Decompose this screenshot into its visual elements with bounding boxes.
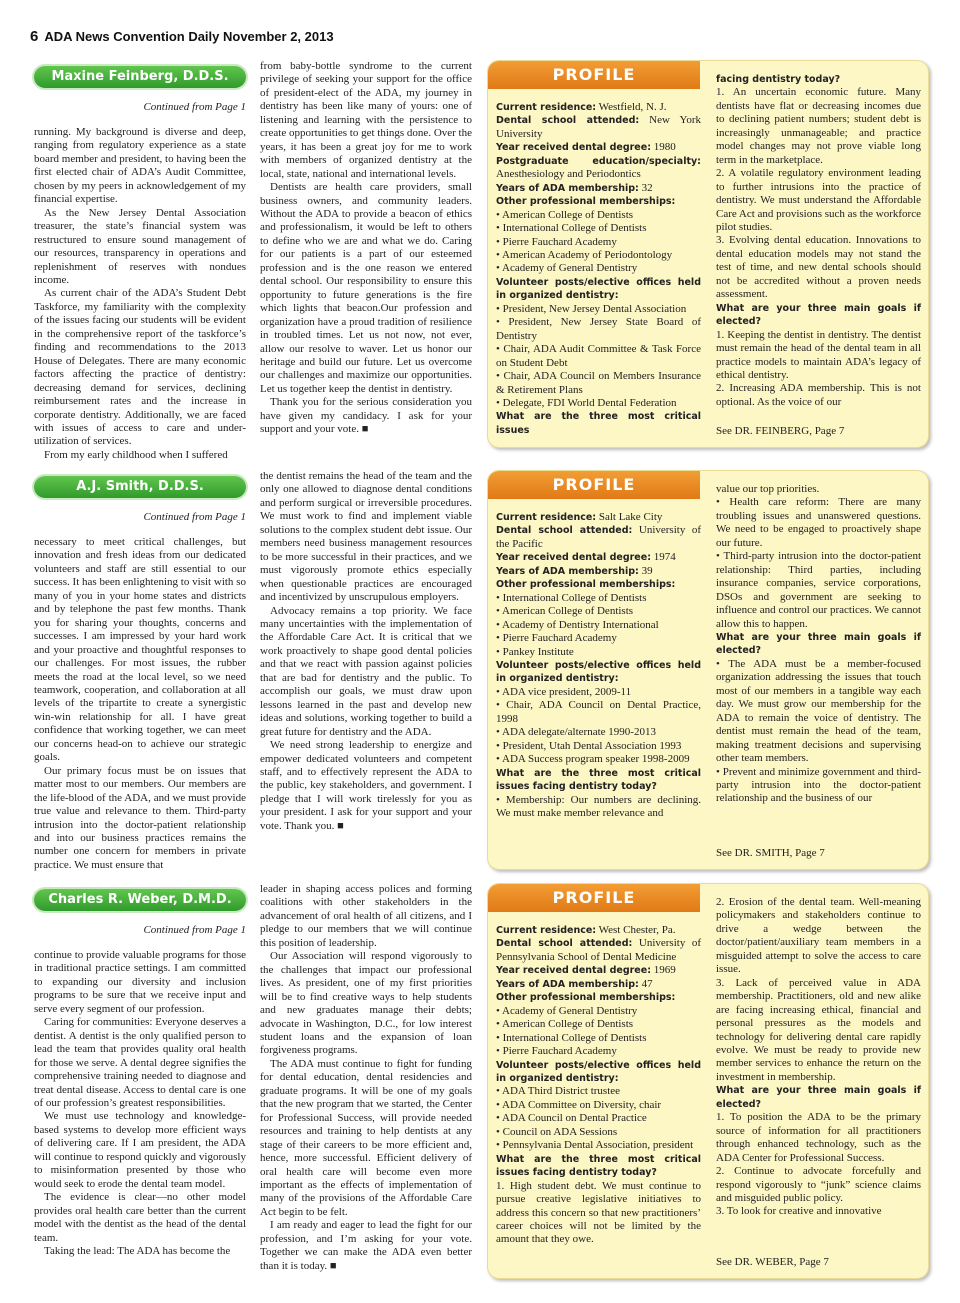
profile-value: 32 [638, 181, 653, 194]
profile-label: Other professional memberships: [496, 992, 676, 1004]
profile-line [496, 316, 701, 343]
profile-line [496, 1099, 701, 1112]
profile-value: • President, Utah Dental Association 1993 [496, 739, 682, 752]
profile-line [496, 646, 701, 659]
paragraph: Our Association will respond vigorously to the challenges that impact our professional lives. As president, one of my first priorities will be to find creative ways to help students and new graduates manage their debts; advocate in Washington, D.C., for low interest student loans and the expansion of loan forgiveness programs. [260, 950, 472, 1057]
paragraph: necessary to meet critical challenges, but innovation and fresh ideas from our dedicated volunteers and staff are still essential to our success. It has been enlightening to visit with so many of you in your home states and districts and by telephone the past few months. Thank you for sharing your thoughts, concerns and successes. I am impressed by your hard work and your proactive and thoughtful responses to our challenges. For most issues, the rubber meets the road at the local level, so we need teamwork, cooperation, and collaboration at all levels of the tripartite to create a synergistic win-win relationship for all. I have great confidence that working together, we can meet our concerns head-on to achieve our strategic goals. [34, 536, 246, 764]
profile-label: What are the three most critical issues facing dentistry today? [496, 767, 701, 793]
profile-value: • ADA vice president, 2009-11 [496, 685, 632, 698]
profile-value: • Chair, ADA Council on Members Insurance & Retirement Plans [496, 370, 701, 396]
profile-line [496, 551, 701, 564]
profile-line [716, 1205, 921, 1218]
paragraph: the dentist remains the head of the team and the only one allowed to diagnose dental conditions and perform surgical or irreversible procedures. We must work to find and implement viable solutions to the complex student debt issue. Our members need business management resources to be more successful in their practices, and we must vigorously promote ethics especially when questionable practices are encouraged and incentivized by unscrupulous employers. [260, 470, 472, 604]
see-also-reference: See DR. SMITH, Page 7 [716, 847, 825, 859]
profile-label: Current residence: [496, 925, 597, 936]
profile-value: • Prevent and minimize government and third-party intrusion into the doctor-patient relationship and the business of our [716, 765, 921, 805]
profile-line [496, 370, 701, 397]
continued-label: Continued from Page 1 [143, 101, 246, 113]
profile-line [496, 222, 701, 235]
profile-value: • Academy of Dentistry International [496, 618, 659, 631]
profile-line [716, 302, 921, 329]
profile-line [716, 382, 921, 409]
profile-label: Volunteer posts/elective offices held in organized dentistry: [496, 659, 701, 685]
profile-line [716, 1165, 921, 1205]
profile-line [496, 753, 701, 766]
profile-value: Salt Lake City [596, 511, 663, 523]
paragraph: Advocacy remains a top priority. We face many uncertainties with the implementation of the Affordable Care Act. It is critical that we work proactively to shape good dental policies and that we react with passion against policies that are bad for dentistry and the public. To accomplish our goals, we must draw upon lessons learned in the past and develop new ideas and solutions, working together to build a great future for dentistry and the ADA. [260, 604, 472, 738]
profile-value: • American College of Dentists [496, 208, 634, 221]
profile-value: • American Academy of Periodontology [496, 248, 673, 261]
profile-value: 1974 [651, 551, 676, 564]
profile-label: Volunteer posts/elective offices held in organized dentistry: [496, 276, 701, 302]
profile-value: 2. Continue to advocate forcefully and respond vigorously to “junk” science claims and misguided public policy. [716, 1165, 921, 1204]
profile-line [496, 1139, 701, 1152]
profile-line [496, 1059, 701, 1086]
profile-line [496, 964, 701, 977]
profile-line [716, 496, 921, 550]
profile-value: 1. High student debt. We must continue to pursue creative legislative initiatives to address this concern so that new practitioners’ career choices will not be limited by the amount that they owe. [496, 1179, 701, 1246]
paragraph: continue to provide valuable programs for those in traditional practice settings. I am committed to expanding our diversity and inclusion programs to be sure that we receive input and serve every segment of our profession. [34, 949, 246, 1015]
page-number: 6 [30, 28, 39, 45]
profile-line [716, 73, 921, 86]
page-header [30, 28, 334, 50]
profile-label: Volunteer posts/elective offices held in organized dentistry: [496, 1059, 701, 1084]
profile-value: • Membership: Our numbers are declining. We must make member relevance and [496, 793, 701, 819]
continued-label: Continued from Page 1 [143, 924, 246, 936]
profile-column-left [496, 924, 701, 1274]
profile-line [716, 766, 921, 806]
article-column-1 [34, 126, 246, 461]
profile-value: • President, New Jersey State Board of Dentistry [496, 316, 701, 342]
profile-line [716, 329, 921, 383]
profile-value: • President, New Jersey Dental Association [496, 302, 687, 315]
paragraph: Taking the lead: The ADA has become the [44, 1244, 231, 1257]
profile-value: • Pierre Fauchard Academy [496, 235, 617, 248]
profile-line [496, 565, 701, 578]
see-also-reference: See DR. FEINBERG, Page 7 [716, 425, 845, 437]
profile-column-right [716, 896, 921, 1252]
profile-label: Years of ADA membership: [496, 978, 639, 990]
profile-label: Other professional memberships: [496, 579, 676, 591]
profile-label: What are your three main goals if elected? [716, 1085, 921, 1110]
profile-line [496, 195, 701, 208]
profile-value: 1969 [651, 964, 676, 977]
publication-line: ADA News Convention Daily November 2, 2013 [44, 29, 334, 44]
profile-value: New York University [496, 114, 701, 140]
profile-line [496, 1126, 701, 1139]
profile-line [496, 101, 701, 114]
profile-value: • International College of Dentists [496, 222, 647, 235]
profile-line [496, 978, 701, 991]
profile-value: • Council on ADA Sessions [496, 1125, 618, 1138]
profile-value: • The ADA must be a member-focused organization addressing the issues that touch most of our members in a tangible way each day. We must grow our membership for the ADA to remain the voice of dentistry. The dentist must remain the head of the team, making treatment decisions and supervising other team members. [716, 657, 921, 765]
profile-value: Anesthesiology and Periodontics [496, 168, 641, 181]
profile-line [716, 167, 921, 234]
profile-line [716, 483, 921, 496]
profile-line [496, 1153, 701, 1180]
paragraph: Caring for communities: Everyone deserves a dentist. A dentist is the only qualified person to lead the team that provides quality oral health for those we serve. A dental degree signifies the comprehensive training needed to diagnose and treat dental disease. Access to dental care is one of our profession’s greatest responsibilities. [34, 1016, 246, 1109]
profile-line [496, 1005, 701, 1018]
profile-label: Year received dental degree: [496, 965, 651, 977]
profile-value: • Pierre Fauchard Academy [496, 632, 617, 645]
profile-value: • Chair, ADA Audit Committee & Task Force on Student Debt [496, 343, 701, 369]
profile-value: University of Pennsylvania School of Dental Medicine [496, 937, 701, 963]
profile-value: • ADA Committee on Diversity, chair [496, 1098, 662, 1111]
profile-value: • Academy of General Dentistry [496, 1004, 638, 1017]
profile-value: West Chester, Pa. [596, 924, 676, 936]
profile-value: 2. Increasing ADA membership. This is not optional. As the voice of our [716, 382, 921, 408]
profile-line [496, 740, 701, 753]
candidate-name-banner: Charles R. Weber, D.M.D. [34, 889, 246, 911]
profile-line [496, 276, 701, 303]
profile-line [496, 1045, 701, 1058]
see-also-reference: See DR. WEBER, Page 7 [716, 1256, 829, 1268]
profile-column-left [496, 511, 701, 865]
profile-label: Years of ADA membership: [496, 565, 639, 577]
profile-column-right [716, 483, 921, 843]
article-column-1 [34, 536, 246, 872]
paragraph: Dentists are health care providers, small business owners, and community leaders. Without the ADA to provide a beacon of ethics and professionalism, it would be left to others to define who we are and what we do. Caring for our patients is a part of our esteemed profession and is the one reason we entered dental school. Our responsibility to ensure this opportunity to future generations is the fire which lights that beacon.Our profession and organization have a proud tradition of resilience in troubled times. Let us not now, not ever, allow our resolve to waver. Let us honor our heritage and build our future. Let us overcome our challenges and maximize our opportunities. Let us together keep the dentist in dentistry. [260, 181, 472, 395]
profile-line [496, 578, 701, 591]
profile-line [496, 236, 701, 249]
profile-line [496, 1018, 701, 1031]
profile-value: 1. An uncertain economic future. Many dentists have flat or decreasing incomes due to declining patient numbers; student debt is increasingly unmanageable; and practice model changes may not prove viable long term in the marketplace. [716, 86, 921, 166]
profile-line [496, 1180, 701, 1247]
profile-line [496, 303, 701, 316]
paragraph: We need strong leadership to energize and empower dedicated volunteers and competent staff, and to effectively represent the ADA to the public, key stakeholders, and government. I pledge that I will work tirelessly for you as your president. I ask for your support and your vote. Thank you. ■ [260, 739, 472, 832]
paragraph: Thank you for the serious consideration you have given my candidacy. I ask for your support and your vote. ■ [260, 396, 472, 436]
profile-line [716, 631, 921, 658]
profile-line [496, 1085, 701, 1098]
article-column-2 [260, 883, 472, 1275]
profile-line [496, 991, 701, 1004]
profile-label: Dental school attended: [496, 525, 633, 537]
profile-label: What are the three most critical issues facing dentistry today? [496, 1153, 701, 1179]
profile-value: 3. Evolving dental education. Innovations to dental education models may not stand the test of time, and new dental schools should not be accredited without a proven needs assessment. [716, 234, 921, 301]
profile-value: • Pennsylvania Dental Association, president [496, 1139, 694, 1152]
profile-line [496, 937, 701, 964]
profile-line [716, 550, 921, 631]
paragraph: As current chair of the ADA’s Student Debt Taskforce, my familiarity with the complexity of the issues facing our students will be evident in the comprehensive report of the taskforce’s finding and recommendations to the 2013 House of Delegates. There are many economic factors affecting the practice of dentistry: decreasing demand for services, declining reimbursement rates and the increase in corporate dentistry. Additionally, we are faced with issues of access to care and under-utilization of services. [34, 287, 246, 448]
paragraph: running. My background is diverse and deep, ranging from regulatory experience as a state board member and president, to having been the first elected chair of ADA’s Audit Committee, chosen by my peers in acknowledgement of my financial expertise. [34, 126, 246, 206]
profile-value: • International College of Dentists [496, 591, 647, 604]
profile-line [496, 209, 701, 222]
profile-label: Dental school attended: [496, 115, 640, 127]
profile-value: University of the Pacific [496, 524, 701, 550]
profile-value: • ADA Council on Dental Practice [496, 1112, 647, 1125]
paragraph: We must use technology and knowledge-based systems to develop more efficient ways of delivering care. If I am president, the ADA will continue to respond quickly and vigorously to misinformation presented by those who would seek to erode the dental team model. [34, 1110, 246, 1190]
profile-value: 39 [638, 564, 653, 577]
candidate-section [0, 470, 960, 880]
profile-line [496, 726, 701, 739]
profile-line [716, 896, 921, 977]
profile-line [496, 924, 701, 937]
paragraph: Our primary focus must be on issues that matter most to our members. Our members are the life-blood of the ADA, and we must provide true value and relevance to them. Third-party intrusion into the doctor-patient relationship and into our business practices remains the number one concern for members in private practice. We must ensure that [34, 764, 246, 871]
profile-line [716, 658, 921, 766]
profile-line [716, 1111, 921, 1165]
article-column-2 [260, 60, 472, 450]
profile-line [496, 632, 701, 645]
profile-line [496, 794, 701, 821]
profile-value: • Third-party intrusion into the doctor-patient relationship: Third parties, including insurance companies, service corporations, DSOs and government are seeking to influence and control our practices. We cannot allow this to happen. [716, 550, 921, 630]
profile-column-right [716, 73, 921, 421]
profile-line [496, 1112, 701, 1125]
profile-value: 47 [638, 977, 653, 990]
profile-label: What are your three main goals if elected? [716, 302, 921, 328]
paragraph: leader in shaping access polices and forming coalitions with other stakeholders in the advancement of oral health of all citizens, and I pledge to our members that we will continue this position of leadership. [260, 883, 472, 949]
profile-value: • ADA Third District trustee [496, 1085, 621, 1098]
profile-value: 1980 [651, 141, 676, 154]
profile-heading: PROFILE [488, 884, 700, 912]
profile-line [496, 155, 701, 182]
profile-line [716, 234, 921, 301]
profile-line [496, 410, 701, 437]
candidate-name-banner: Maxine Feinberg, D.D.S. [34, 66, 246, 88]
profile-value: • American College of Dentists [496, 605, 634, 618]
profile-value: 1. Keeping the dentist in dentistry. The dentist must remain the head of the dental team in all practice models to maintain ADA’s legacy of ethical dentistry. [716, 328, 921, 381]
profile-box [487, 883, 929, 1279]
candidate-name-banner: A.J. Smith, D.D.S. [34, 476, 246, 498]
article-column-2 [260, 470, 472, 872]
profile-line [496, 605, 701, 618]
profile-value: • Chair, ADA Council on Dental Practice, 1998 [496, 699, 701, 725]
profile-line [496, 511, 701, 524]
profile-line [496, 524, 701, 551]
profile-value: • ADA delegate/alternate 1990-2013 [496, 726, 656, 739]
profile-line [496, 182, 701, 195]
profile-heading: PROFILE [488, 471, 700, 499]
profile-line [496, 619, 701, 632]
profile-line [496, 1032, 701, 1045]
profile-label: Postgraduate education/specialty: [496, 155, 701, 167]
paragraph: I am ready and eager to lead the fight for our profession, and I’m asking for your vote. Together we can make the ADA even better than it is today. ■ [260, 1219, 472, 1272]
paragraph: As the New Jersey Dental Association treasurer, the state’s financial system was restructured to ensure sound management of our resources, transparency in operations and replenishment of reserves with nondues income. [34, 206, 246, 286]
profile-line [496, 114, 701, 141]
paragraph: from baby-bottle syndrome to the current privilege of seeking your support for the office of president-elect of the ADA, my journey in dentistry has been like many of yours: one of listening and learning with the persistence to create opportunities to get things done. Over the years, it has been a great joy for me to work with members of organized dentistry at the local, state, national and international levels. [260, 60, 472, 180]
profile-line [496, 699, 701, 726]
profile-line [496, 659, 701, 686]
profile-label: facing dentistry today? [716, 74, 841, 85]
profile-label: Dental school attended: [496, 938, 633, 950]
profile-value: • Pierre Fauchard Academy [496, 1045, 617, 1058]
profile-line [716, 86, 921, 167]
profile-line [496, 592, 701, 605]
profile-label: What are the three most critical issues [496, 411, 701, 436]
profile-value: Westfield, N. J. [596, 101, 667, 113]
profile-line [716, 1084, 921, 1111]
profile-value: • International College of Dentists [496, 1031, 647, 1044]
profile-value: 2. Erosion of the dental team. Well-meaning policymakers and stakeholders continue to drive a wedge between the doctor/patient/auxiliary team members in a misguided attempt to solve the access to care issue. [716, 896, 921, 976]
profile-value: • Pankey Institute [496, 645, 574, 658]
profile-label: Current residence: [496, 102, 597, 113]
paragraph: From my early childhood when I suffered [44, 448, 228, 461]
profile-label: Year received dental degree: [496, 142, 651, 154]
profile-line [496, 767, 701, 794]
profile-line [496, 686, 701, 699]
profile-box [487, 60, 929, 448]
paragraph: The ADA must continue to fight for funding for dental education, dental residencies and graduate programs. It will be one of my goals that the new program that we started, the Center for Professional Success, will provide needed resources and training to help dentists at any stage of their careers to be more efficient and, hence, more successful. Efficient delivery of oral health care will become even more important as the effects of implementation of many of the provisions of the Affordable Care Act begin to be felt. [260, 1057, 472, 1218]
profile-value: 2. A volatile regulatory environment leading to further intrusions into the practice of dentistry. We must understand the Affordable Care Act and provisions such as the workforce pilot studies. [716, 167, 921, 233]
profile-value: • American College of Dentists [496, 1018, 634, 1031]
candidate-section [0, 883, 960, 1289]
profile-line [496, 249, 701, 262]
profile-label: Years of ADA membership: [496, 182, 639, 194]
article-column-1 [34, 949, 246, 1275]
profile-label: Current residence: [496, 512, 597, 523]
profile-label: What are your three main goals if elected? [716, 631, 921, 657]
profile-line [496, 262, 701, 275]
profile-box [487, 470, 929, 870]
profile-heading: PROFILE [488, 61, 700, 89]
profile-line [716, 977, 921, 1085]
profile-line [496, 397, 701, 410]
profile-value: 3. Lack of perceived value in ADA membership. Practitioners, old and new alike are facing increasing ethical, financial and personal pressures as the models and technology for delivering dental care rapidly evolve. We must be ready to provide new member services to enhance the return on the investment in membership. [716, 976, 921, 1083]
profile-label: Year received dental degree: [496, 552, 651, 564]
profile-value: value our top priorities. [716, 483, 820, 495]
profile-value: 3. To look for creative and innovative [716, 1205, 882, 1218]
paragraph: The evidence is clear—no other model provides oral health care better than the current model with the dentist as the head of the dental team. [34, 1191, 246, 1244]
continued-label: Continued from Page 1 [143, 511, 246, 523]
profile-line [496, 141, 701, 154]
profile-line [496, 343, 701, 370]
candidate-section [0, 60, 960, 461]
profile-value: 1. To position the ADA to be the primary source of information for all practitioners through enhanced technology, such as the ADA Center for Professional Success. [716, 1111, 921, 1164]
profile-column-left [496, 101, 701, 443]
profile-value: • Health care reform: There are many troubling issues and unanswered questions. We need to be engaged to proactively shape our future. [716, 496, 921, 549]
profile-value: • Delegate, FDI World Dental Federation [496, 396, 677, 409]
profile-value: • Academy of General Dentistry [496, 262, 638, 275]
profile-label: Other professional memberships: [496, 196, 676, 208]
profile-value: • ADA Success program speaker 1998-2009 [496, 753, 690, 766]
